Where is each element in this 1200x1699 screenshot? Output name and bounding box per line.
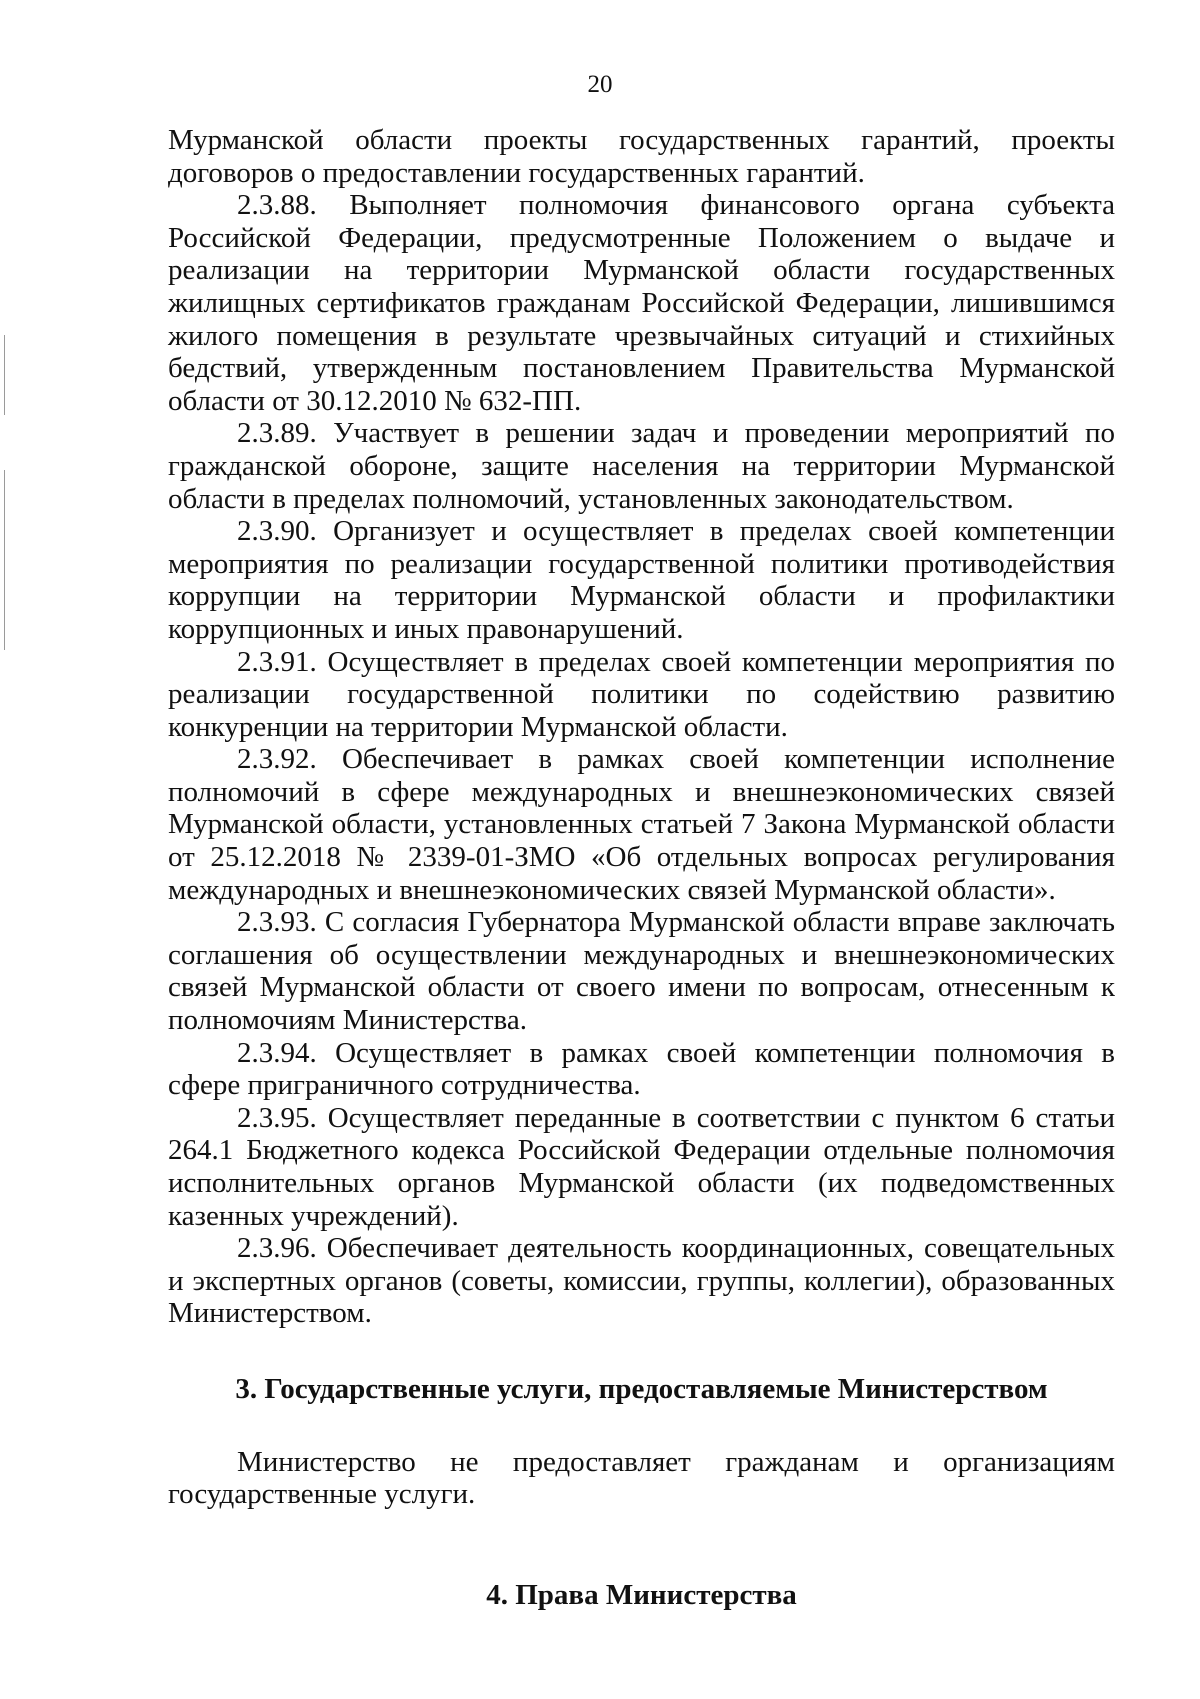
paragraph-2-3-94: 2.3.94. Осуществляет в рамках своей компетенции полномочия в сфере приграничного сотрудничества. [168, 1036, 1115, 1102]
scan-margin-line [4, 470, 5, 650]
paragraph-2-3-96: 2.3.96. Обеспечивает деятельность координационных, совещательных и экспертных органов (советы, комиссии, группы, коллегии), образованных Министерством. [168, 1232, 1115, 1330]
document-body [168, 124, 1115, 1611]
section-3-body: Министерство не предоставляет гражданам и организациям государственные услуги. [168, 1445, 1115, 1511]
paragraph-2-3-90: 2.3.90. Организует и осуществляет в пределах своей компетенции мероприятия по реализации государственной политики противодействия коррупции на территории Мурманской области и профилактики коррупционных и иных правонарушений. [168, 515, 1115, 645]
section-3-heading: 3. Государственные услуги, предоставляемые Министерством [235, 1372, 1048, 1405]
paragraph-2-3-89: 2.3.89. Участвует в решении задач и проведении мероприятий по гражданской обороне, защите населения на территории Мурманской области в пределах полномочий, установленных законодательством. [168, 417, 1115, 515]
scan-margin-line [4, 335, 5, 415]
paragraph-2-3-92: 2.3.92. Обеспечивает в рамках своей компетенции исполнение полномочий в сфере международных и внешнеэкономических связей Мурманской области, установленных статьей 7 Закона Мурманской области от 25.12.2018 № 2339-01-ЗМО «Об отдельных вопросах регулирования международных и внешнеэкономических связей Мурманской области». [168, 743, 1115, 906]
paragraph-2-3-88: 2.3.88. Выполняет полномочия финансового органа субъекта Российской Федерации, предусмотренные Положением о выдаче и реализации на территории Мурманской области государственных жилищных сертификатов гражданам Российской Федерации, лишившимся жилого помещения в результате чрезвычайных ситуаций и стихийных бедствий, утвержденным постановлением Правительства Мурманской области от 30.12.2010 № 632-ПП. [168, 189, 1115, 417]
paragraph-continuation: Мурманской области проекты государственных гарантий, проекты договоров о предоставлении государственных гарантий. [168, 124, 1115, 189]
paragraph-2-3-93: 2.3.93. С согласия Губернатора Мурманской области вправе заключать соглашения об осуществлении международных и внешнеэкономических связей Мурманской области от своего имени по вопросам, отнесенным к полномочиям Министерства. [168, 906, 1115, 1037]
paragraph-2-3-91: 2.3.91. Осуществляет в пределах своей компетенции мероприятия по реализации государственной политики по содействию развитию конкуренции на территории Мурманской области. [168, 645, 1115, 743]
page-number: 20 [587, 71, 613, 98]
paragraph-2-3-95: 2.3.95. Осуществляет переданные в соответствии с пунктом 6 статьи 264.1 Бюджетного кодекса Российской Федерации отдельные полномочия исполнительных органов Мурманской области (их подведомственных казенных учреждений). [168, 1101, 1115, 1232]
section-4-heading: 4. Права Министерства [486, 1578, 797, 1611]
